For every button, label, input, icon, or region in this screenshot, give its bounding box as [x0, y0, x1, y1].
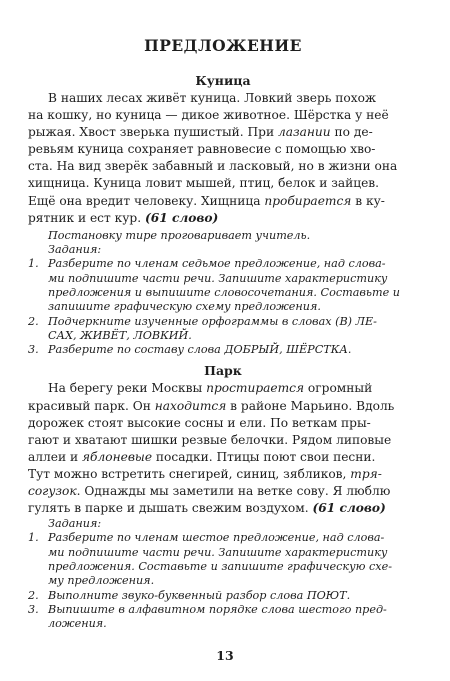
text-line: хищница. Куница ловит мышей, птиц, белок и зайцев.: [28, 176, 380, 191]
task-line: Подчеркните изученные орфограммы в словах (В) ЛЕ-: [48, 314, 377, 328]
task-number: 2.: [28, 314, 39, 328]
text-line: ревьям куница сохраняет равновесие с помощью хво-: [28, 142, 376, 157]
task-line: предложения и выпишите словосочетания. Составьте и: [48, 285, 400, 299]
page-title: ПРЕДЛОЖЕНИЕ: [144, 36, 302, 55]
task-item: [28, 603, 418, 632]
italic-word: находится: [154, 398, 227, 413]
tasks-heading: Задания:: [48, 243, 102, 257]
italic-word: лазании: [277, 125, 331, 140]
task-number: 2.: [28, 588, 39, 602]
teacher-note: Постановку тире проговаривает учитель.: [48, 228, 311, 242]
italic-word: тря-: [350, 466, 382, 481]
italic-word: простирается: [206, 381, 305, 396]
italic-word: пробирается: [264, 193, 352, 208]
italic-word: согузок: [28, 483, 77, 498]
section-park: [28, 363, 418, 631]
text-line: В наших лесах живёт куница. Ловкий зверь похож: [48, 91, 377, 105]
task-line: запишите графическую схему предложения.: [48, 300, 321, 314]
word-count: (61 слово): [144, 210, 219, 225]
task-item: [28, 315, 418, 344]
task-line: ми подпишите части речи. Запишите характеристику: [48, 545, 388, 559]
text-line: рыжая. Хвост зверька пушистый. При лазании по де-: [28, 125, 373, 140]
task-line: Разберите по членам седьмое предложение, над слова-: [48, 257, 386, 271]
task-line: Разберите по членам шестое предложение, над слова-: [48, 531, 385, 545]
task-item: [28, 343, 418, 357]
task-line: ложения.: [48, 617, 107, 631]
text-line: рятник и ест кур. (61 слово): [28, 210, 219, 225]
text-line: Тут можно встретить снегирей, синиц, зябликов, тря-: [28, 466, 382, 481]
text-line: согузок. Однажды мы заметили на ветке сову. Я люблю: [28, 483, 391, 498]
task-number: 3.: [28, 602, 39, 616]
section-heading: Куница: [195, 73, 251, 88]
text-line: ста. На вид зверёк забавный и ласковый, но в жизни она: [28, 159, 398, 174]
text-line: красивый парк. Он находится в районе Марьино. Вдоль: [28, 398, 395, 413]
task-item: [28, 257, 418, 314]
task-number: 1.: [28, 257, 39, 271]
task-line: предложения. Составьте и запишите графическую схе-: [48, 560, 392, 574]
task-line: Выполните звуко-буквенный разбор слова ПОЮТ.: [48, 588, 351, 602]
task-line: Выпишите в алфавитном порядке слова шестого пред-: [48, 602, 387, 616]
text-line: гулять в парке и дышать свежим воздухом. (61 слово): [28, 501, 386, 516]
text-line: на кошку, но куница — дикое животное. Шёрстка у неё: [28, 108, 389, 123]
text-line: гают и хватают шишки резвые белочки. Рядом липовые: [28, 432, 392, 447]
section-heading: Парк: [204, 363, 242, 379]
text-line: дорожек стоят высокие сосны и ели. По веткам пры-: [28, 415, 371, 430]
task-line: ми подпишите части речи. Запишите характеристику: [48, 271, 388, 285]
task-line: Разберите по составу слова ДОБРЫЙ, ШЁРСТКА.: [48, 343, 352, 357]
task-item: [28, 589, 418, 603]
task-number: 3.: [28, 343, 39, 357]
dictation-text: [28, 90, 418, 227]
section-kunitsa: [28, 73, 418, 357]
task-list: [28, 531, 418, 631]
page-number: 13: [216, 648, 234, 663]
text-line: На берегу реки Москвы простирается огромный: [48, 381, 373, 396]
task-line: САХ, ЖИВЁТ, ЛОВКИЙ.: [48, 328, 192, 342]
word-count: (61 слово): [312, 501, 386, 516]
text-line: Ещё она вредит человеку. Хищница пробирается в ку-: [28, 193, 385, 208]
tasks-heading: Задания:: [48, 517, 102, 531]
task-number: 1.: [28, 531, 39, 545]
task-list: [28, 257, 418, 357]
text-line: аллеи и яблоневые посадки. Птицы поют свои песни.: [28, 449, 376, 464]
italic-word: яблоневые: [81, 449, 153, 464]
dictation-text: [28, 380, 418, 517]
task-item: [28, 531, 418, 588]
task-line: му предложения.: [48, 574, 155, 588]
